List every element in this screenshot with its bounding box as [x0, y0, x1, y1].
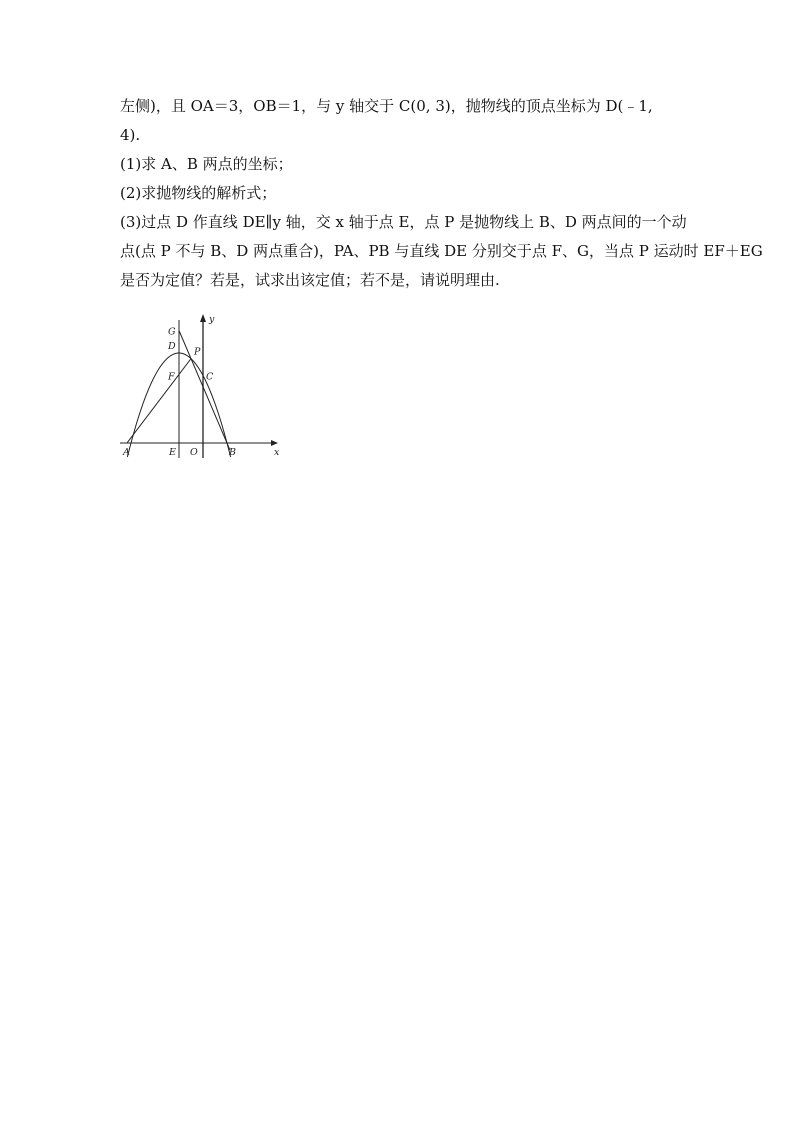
- problem-text: [120, 92, 763, 295]
- x-axis-arrow: [271, 440, 278, 446]
- label-e: E: [169, 447, 176, 458]
- label-b: B: [229, 447, 236, 458]
- line-pa: [127, 359, 191, 443]
- line-pb: [179, 331, 230, 451]
- question-3-line-2: 点(点 P 不与 B、D 两点重合)，PA、PB 与直线 DE 分别交于点 F、G，当点 P 运动时 EF＋EG: [120, 242, 763, 260]
- problem-line-2: 4).: [120, 126, 141, 144]
- label-g: G: [168, 326, 176, 338]
- parabola-figure: [115, 310, 285, 462]
- parabola-diagram: [115, 310, 285, 462]
- label-a: A: [123, 447, 130, 458]
- label-f: F: [168, 371, 175, 383]
- label-p: P: [194, 346, 201, 358]
- question-3-line-1: (3)过点 D 作直线 DE∥y 轴，交 x 轴于点 E，点 P 是抛物线上 B、D 两点间的一个动: [120, 213, 687, 231]
- label-d: D: [168, 341, 176, 352]
- label-y-axis: y: [209, 314, 215, 325]
- label-x-axis: x: [274, 447, 280, 458]
- label-o: O: [190, 447, 198, 458]
- y-axis-arrow: [200, 314, 206, 322]
- question-1: (1)求 A、B 两点的坐标；: [120, 155, 293, 173]
- question-2: (2)求抛物线的解析式；: [120, 184, 277, 202]
- label-c: C: [206, 371, 214, 383]
- question-3-line-3: 是否为定值？若是，试求出该定值；若不是，请说明理由.: [120, 271, 500, 289]
- problem-line-1: 左侧)，且 OA＝3，OB＝1，与 y 轴交于 C(0, 3)，抛物线的顶点坐标为 D(﹣1,: [120, 97, 653, 115]
